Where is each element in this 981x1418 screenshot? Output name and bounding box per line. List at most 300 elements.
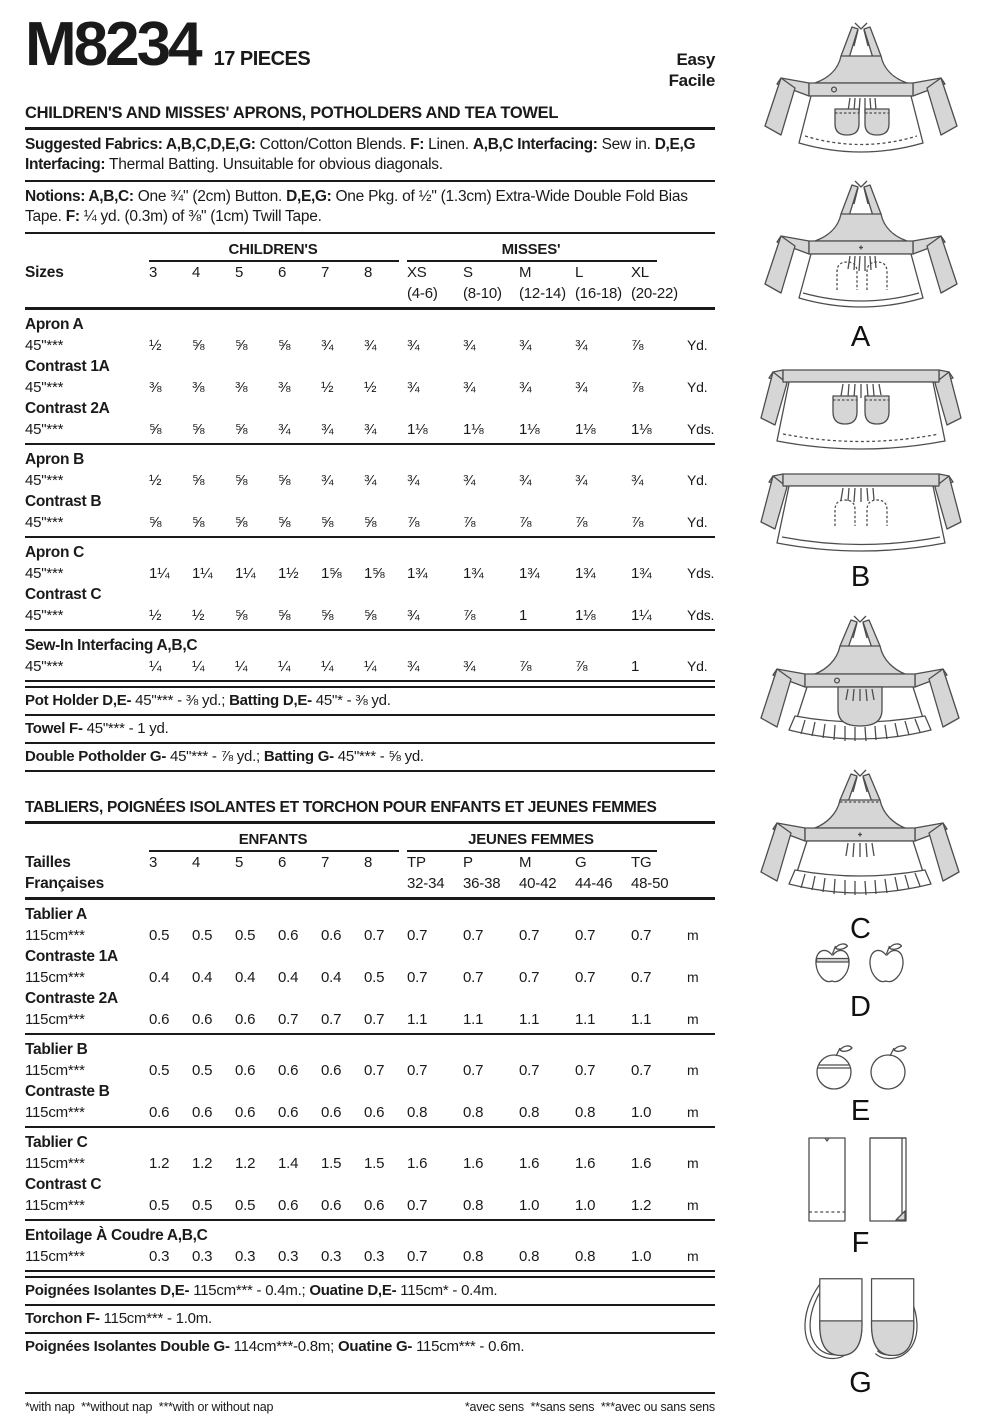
table-item-name-row [25, 904, 715, 925]
table-item-name-row [25, 946, 715, 967]
pattern-number: M8234 [25, 10, 200, 79]
text-segment: 114cm***-0.8m; [229, 1337, 338, 1355]
subsize-cell [321, 283, 364, 304]
yardage-cell: 0.6 [149, 1103, 170, 1121]
yardage-cell: 0.7 [631, 1061, 652, 1079]
view-d-label: D [850, 991, 871, 1023]
fabric-width-label: 115cm*** [25, 1061, 85, 1079]
text-segment: 45"*** - ⅜ yd.; [131, 691, 230, 709]
yardage-cell: 1¾ [519, 564, 540, 582]
yardage-cell: 0.5 [364, 968, 385, 986]
view-g-figure [740, 1274, 981, 1398]
size-cell: 5 [235, 263, 244, 281]
text-segment: A,B,C Interfacing: [472, 135, 598, 153]
subsize-cell [235, 283, 278, 304]
view-g-label: G [849, 1367, 872, 1399]
yardage-cell: 1.1 [519, 1010, 540, 1028]
unit-cell: Yd. [687, 657, 708, 674]
yardage-cell: ⅞ [575, 513, 588, 531]
fabric-width-label: 45"*** [25, 471, 64, 489]
text-segment: 115cm*** - 0.4m.; [189, 1281, 310, 1299]
table-values-row [25, 605, 715, 626]
yardage-cell: 0.7 [631, 926, 652, 944]
yardage-cell: 0.8 [519, 1103, 540, 1121]
subsize-cell: 48-50 [631, 874, 669, 892]
yardage-cell: ⅝ [278, 471, 291, 489]
yardage-cell: 1⅛ [575, 420, 596, 438]
yardage-cell: ¾ [407, 606, 420, 624]
fabric-width-label: 45"*** [25, 606, 64, 624]
yardage-cell: ¾ [321, 471, 334, 489]
text-segment: 115cm* - 0.4m. [396, 1281, 498, 1299]
yardage-cell: ⅝ [192, 471, 205, 489]
yardage-cell: 0.6 [192, 1103, 213, 1121]
text-segment: 45"* - ⅜ yd. [311, 691, 391, 709]
size-cell: 8 [364, 263, 373, 281]
yardage-cell: 0.8 [463, 1247, 484, 1265]
round-potholders-illustration [806, 1042, 916, 1092]
fabric-width-label: 115cm*** [25, 926, 85, 944]
text-segment: Towel F- [25, 719, 83, 737]
yardage-cell: 1.6 [463, 1154, 484, 1172]
yardage-cell: 0.6 [149, 1010, 170, 1028]
text-segment: F: [410, 135, 425, 153]
yardage-cell: ¾ [631, 471, 644, 489]
fabric-width-label: 115cm*** [25, 1103, 85, 1121]
table-item-name-row [25, 356, 715, 377]
yardage-cell: 0.7 [407, 926, 428, 944]
yardage-cell: ¾ [463, 336, 476, 354]
divider [25, 821, 715, 824]
yardage-cell: ⅞ [407, 513, 420, 531]
yardage-cell: 1.0 [575, 1196, 596, 1214]
yardage-cell: 0.7 [519, 1061, 540, 1079]
table-item-name-row [25, 1132, 715, 1153]
yardage-cell: 0.7 [407, 1061, 428, 1079]
size-cell: 7 [321, 263, 330, 281]
size-cell: 3 [149, 853, 158, 871]
yardage-cell: 1⅝ [364, 564, 385, 582]
yardage-cell: ¾ [407, 471, 420, 489]
yardage-cell: 0.6 [278, 1061, 299, 1079]
subsize-cell [235, 873, 278, 894]
view-a-label: A [850, 321, 871, 353]
yardage-cell: ⅜ [278, 378, 291, 396]
yardage-cell: ½ [149, 606, 162, 624]
table-values-row [25, 925, 715, 946]
group-header-misses: JEUNES FEMMES [407, 829, 657, 852]
yardage-cell: 1.5 [321, 1154, 342, 1172]
item-name: Sew-In Interfacing A,B,C [25, 636, 198, 654]
yardage-cell: 0.8 [463, 1196, 484, 1214]
item-name: Contrast B [25, 492, 102, 510]
item-name: Apron C [25, 543, 85, 561]
yardage-cell: 1⅛ [407, 420, 428, 438]
yardage-cell: 1¾ [631, 564, 652, 582]
yardage-cell: 0.7 [463, 926, 484, 944]
fabric-width-label: 45"*** [25, 420, 64, 438]
apron-b-back-illustration [755, 468, 967, 558]
size-cell: 8 [364, 853, 373, 871]
footnote-english: *with nap **without nap ***with or without nap [25, 1399, 274, 1414]
yardage-cell: 1.0 [631, 1247, 652, 1265]
yardage-cell: 1 [519, 606, 528, 624]
size-cell: S [463, 263, 473, 281]
table-item-name-row [25, 584, 715, 605]
yardage-cell: 1⅛ [631, 420, 652, 438]
yardage-cell: ½ [364, 378, 377, 396]
yardage-cell: ⅝ [192, 513, 205, 531]
difficulty-badge [669, 49, 715, 92]
size-cell: 3 [149, 263, 158, 281]
subsize-cell [364, 873, 407, 894]
text-segment: 115cm*** - 0.6m. [412, 1337, 525, 1355]
unit-cell: m [687, 1247, 699, 1264]
item-name: Tablier C [25, 1133, 88, 1151]
yardage-cell: ¾ [575, 378, 588, 396]
table-group-header-row [25, 829, 715, 852]
yardage-cell: ¾ [321, 420, 334, 438]
table-item-name-row [25, 491, 715, 512]
unit-cell: Yd. [687, 336, 708, 353]
yardage-cell: 0.5 [192, 1061, 213, 1079]
table-item-name-row [25, 635, 715, 656]
note-row [25, 1276, 715, 1304]
yardage-cell: 0.5 [192, 1196, 213, 1214]
yardage-cell: 0.6 [321, 1103, 342, 1121]
yardage-cell: 0.5 [149, 1061, 170, 1079]
yardage-cell: ⅞ [463, 606, 476, 624]
yardage-cell: ¾ [519, 471, 532, 489]
suggested-fabrics-paragraph [25, 135, 715, 176]
unit-cell [687, 852, 715, 873]
text-segment: One ¾" (2cm) Button. [133, 187, 287, 205]
unit-cell [687, 873, 715, 894]
text-segment: ¼ yd. (0.3m) of ⅜" (1cm) Twill Tape. [79, 208, 322, 225]
yardage-cell: 1.6 [631, 1154, 652, 1172]
yardage-cell: 1.2 [149, 1154, 170, 1172]
yardage-cell: ⅞ [631, 378, 644, 396]
apron-a-front-illustration [755, 14, 967, 164]
text-segment: F: [65, 208, 80, 225]
text-segment: Notions: A,B,C: [25, 187, 134, 205]
yardage-cell: 1.0 [631, 1103, 652, 1121]
yardage-cell: 0.6 [364, 1196, 385, 1214]
yardage-cell: 1.6 [407, 1154, 428, 1172]
text-segment: One Pkg. of ½" (1.3cm) Extra-Wide Double Fold Bias Tape. [25, 187, 688, 225]
unit-cell: Yd. [687, 513, 708, 530]
yardage-cell: 0.7 [575, 968, 596, 986]
yardage-cell: ½ [321, 378, 334, 396]
text-segment: D,E,G Interfacing: [25, 135, 696, 173]
note-row [25, 1332, 715, 1360]
table-item-name-row [25, 1225, 715, 1246]
unit-cell: m [687, 1154, 699, 1171]
yardage-cell: ¾ [407, 657, 420, 675]
yardage-cell: 0.3 [149, 1247, 170, 1265]
yardage-cell: ⅝ [235, 513, 248, 531]
yardage-cell: ¾ [463, 471, 476, 489]
yardage-cell: 1¾ [575, 564, 596, 582]
size-cell: TP [407, 853, 426, 871]
yardage-cell: ¼ [278, 657, 291, 675]
apron-b-front-illustration [755, 364, 967, 456]
view-f-figure [740, 1134, 981, 1258]
divider [25, 770, 715, 772]
item-name: Apron A [25, 315, 84, 333]
divider [25, 127, 715, 130]
yardage-cell: 1⅛ [463, 420, 484, 438]
size-cell: 5 [235, 853, 244, 871]
table-values-row [25, 377, 715, 398]
yardage-cell: 0.7 [321, 1010, 342, 1028]
fabric-width-label: 45"*** [25, 564, 64, 582]
table-values-row [25, 1195, 715, 1216]
item-name: Contraste 2A [25, 989, 118, 1007]
yardage-cell: ⅞ [519, 513, 532, 531]
note-row [25, 686, 715, 714]
table-values-row [25, 967, 715, 988]
subsize-cell: (4-6) [407, 284, 438, 302]
unit-cell: m [687, 926, 699, 943]
text-segment: 45"*** - 1 yd. [82, 719, 169, 737]
yardage-cell: ¾ [519, 378, 532, 396]
yardage-cell: ¾ [278, 420, 291, 438]
yardage-cell: 0.8 [463, 1103, 484, 1121]
yardage-cell: ⅝ [364, 513, 377, 531]
yardage-cell: ⅞ [463, 513, 476, 531]
apron-c-front-illustration [753, 610, 968, 756]
yardage-cell: 1⅛ [575, 606, 596, 624]
yardage-cell: ⅜ [192, 378, 205, 396]
divider [25, 1219, 715, 1221]
yardage-cell: ⅝ [278, 606, 291, 624]
yardage-cell: 0.5 [149, 926, 170, 944]
view-f-label: F [851, 1227, 870, 1259]
yardage-cell: 0.3 [278, 1247, 299, 1265]
unit-cell: Yds. [687, 564, 715, 581]
divider [25, 629, 715, 631]
divider [25, 680, 715, 682]
subsize-cell: (16-18) [575, 284, 622, 302]
text-column [25, 0, 715, 1414]
yardage-cell: 0.7 [575, 926, 596, 944]
yardage-cell: ¾ [463, 657, 476, 675]
size-cell: P [463, 853, 473, 871]
table-subsizes-row [25, 283, 715, 304]
yardage-cell: 1⅝ [321, 564, 342, 582]
yardage-cell: 0.7 [364, 926, 385, 944]
unit-cell: m [687, 1061, 699, 1078]
view-d-figure [740, 942, 981, 1022]
yardage-cell: 0.7 [407, 1196, 428, 1214]
group-header-misses: MISSES' [407, 239, 657, 262]
yardage-cell: ½ [149, 336, 162, 354]
yardage-cell: 0.3 [321, 1247, 342, 1265]
yardage-cell: ⅜ [235, 378, 248, 396]
unit-cell: m [687, 1196, 699, 1213]
yardage-cell: 1.1 [463, 1010, 484, 1028]
text-segment: Poignées Isolantes Double G- [25, 1337, 230, 1355]
yardage-cell: 0.7 [575, 1061, 596, 1079]
yardage-cell: ⅝ [321, 513, 334, 531]
table-subsizes-row [25, 873, 715, 894]
size-cell: L [575, 263, 584, 281]
table-values-row [25, 656, 715, 677]
sizes-row-label-2: Françaises [25, 874, 104, 892]
table-group-header-row [25, 239, 715, 262]
yardage-cell: 0.7 [519, 926, 540, 944]
table-values-row [25, 1153, 715, 1174]
table-item-name-row [25, 1039, 715, 1060]
yardage-cell: 0.6 [321, 926, 342, 944]
subsize-cell [149, 283, 192, 304]
unit-cell [687, 262, 715, 283]
item-name: Tablier B [25, 1040, 88, 1058]
item-name: Contrast 1A [25, 357, 110, 375]
view-a-figure [740, 14, 981, 352]
title-english: CHILDREN'S AND MISSES' APRONS, POTHOLDERS AND TEA TOWEL [25, 103, 559, 122]
yardage-cell: 0.7 [407, 1247, 428, 1265]
subsize-cell: 36-38 [463, 874, 501, 892]
divider [25, 1126, 715, 1128]
text-segment: Torchon F- [25, 1309, 100, 1327]
yardage-cell: 0.6 [321, 1196, 342, 1214]
subsize-cell: (20-22) [631, 284, 678, 302]
table-values-row [25, 470, 715, 491]
yardage-cell: ⅝ [235, 471, 248, 489]
yardage-cell: ⅝ [364, 606, 377, 624]
yardage-cell: 0.8 [519, 1247, 540, 1265]
apple-potholders-illustration [806, 942, 916, 988]
text-segment: Sew in. [597, 135, 655, 153]
view-c-figure [740, 610, 981, 944]
yardage-cell: 0.5 [235, 926, 256, 944]
yardage-cell: 0.3 [192, 1247, 213, 1265]
table-item-name-row [25, 988, 715, 1009]
unit-cell: m [687, 968, 699, 985]
note-row [25, 742, 715, 770]
yardage-cell: 0.6 [278, 1103, 299, 1121]
yardage-cell: 0.5 [149, 1196, 170, 1214]
yardage-cell: ½ [192, 606, 205, 624]
group-header-children: CHILDREN'S [149, 239, 399, 262]
sizes-row-label: Sizes [25, 263, 64, 281]
size-cell: 7 [321, 853, 330, 871]
unit-cell: m [687, 1103, 699, 1120]
table-values-row [25, 1102, 715, 1123]
fabric-width-label: 115cm*** [25, 1196, 85, 1214]
yardage-table-english [25, 239, 715, 682]
yardage-cell: 0.8 [575, 1247, 596, 1265]
tea-towel-illustration [806, 1134, 916, 1224]
size-cell: 6 [278, 853, 287, 871]
yardage-cell: 0.7 [364, 1061, 385, 1079]
yardage-cell: 0.4 [321, 968, 342, 986]
note-row [25, 1304, 715, 1332]
yardage-cell: 1.2 [192, 1154, 213, 1172]
yardage-cell: 0.6 [278, 1196, 299, 1214]
item-name: Tablier A [25, 905, 87, 923]
yardage-notes-french [25, 1276, 715, 1360]
size-cell: M [519, 263, 532, 281]
size-cell: G [575, 853, 587, 871]
divider [25, 1270, 715, 1272]
yardage-cell: ¾ [364, 471, 377, 489]
table-values-row [25, 563, 715, 584]
yardage-cell: 1.0 [519, 1196, 540, 1214]
yardage-cell: 0.6 [235, 1103, 256, 1121]
item-name: Entoilage À Coudre A,B,C [25, 1226, 208, 1244]
subsize-cell [364, 283, 407, 304]
subsize-cell [192, 873, 235, 894]
unit-cell: Yd. [687, 378, 708, 395]
table-item-name-row [25, 1081, 715, 1102]
unit-cell [687, 283, 715, 304]
apron-c-back-illustration [753, 764, 968, 910]
yardage-cell: 1¼ [235, 564, 256, 582]
yardage-cell: ⅞ [575, 657, 588, 675]
yardage-cell: 1½ [278, 564, 299, 582]
yardage-cell: 1¼ [192, 564, 213, 582]
fabric-width-label: 45"*** [25, 336, 64, 354]
yardage-cell: ¼ [149, 657, 162, 675]
text-segment: Poignées Isolantes D,E- [25, 1281, 190, 1299]
yardage-cell: ¾ [407, 336, 420, 354]
text-segment: Cotton/Cotton Blends. [255, 135, 411, 153]
subsize-cell: (12-14) [519, 284, 566, 302]
yardage-cell: ⅝ [321, 606, 334, 624]
yardage-cell: 0.6 [192, 1010, 213, 1028]
text-segment: Linen. [424, 135, 473, 153]
yardage-cell: ⅞ [631, 513, 644, 531]
fabric-width-label: 115cm*** [25, 1247, 85, 1265]
yardage-cell: 0.6 [235, 1061, 256, 1079]
size-cell: 6 [278, 263, 287, 281]
fabric-width-label: 45"*** [25, 378, 64, 396]
yardage-cell: ½ [149, 471, 162, 489]
group-header-children: ENFANTS [149, 829, 399, 852]
table-item-name-row [25, 449, 715, 470]
text-segment: 115cm*** - 1.0m. [99, 1309, 212, 1327]
double-potholder-illustration [791, 1274, 931, 1364]
item-name: Contrast C [25, 1175, 102, 1193]
yardage-cell: ⅝ [192, 420, 205, 438]
yardage-cell: ⅝ [235, 420, 248, 438]
yardage-cell: 0.4 [235, 968, 256, 986]
yardage-cell: 0.7 [278, 1010, 299, 1028]
yardage-cell: 0.7 [631, 968, 652, 986]
yardage-cell: 0.5 [192, 926, 213, 944]
nap-footnotes [25, 1392, 715, 1414]
table-sizes-row [25, 852, 715, 873]
yardage-cell: ⅝ [149, 420, 162, 438]
yardage-cell: 0.8 [575, 1103, 596, 1121]
fabric-width-label: 115cm*** [25, 1010, 85, 1028]
yardage-cell: 1.1 [575, 1010, 596, 1028]
text-segment: Ouatine D,E- [309, 1281, 397, 1299]
subsize-cell [278, 283, 321, 304]
yardage-cell: 0.7 [519, 968, 540, 986]
subsize-cell: (8-10) [463, 284, 502, 302]
size-cell: XS [407, 263, 427, 281]
unit-cell: Yd. [687, 471, 708, 488]
subsize-cell: 44-46 [575, 874, 613, 892]
yardage-cell: 0.3 [364, 1247, 385, 1265]
divider [25, 536, 715, 538]
yardage-cell: ¾ [321, 336, 334, 354]
difficulty-en: Easy [676, 50, 715, 69]
